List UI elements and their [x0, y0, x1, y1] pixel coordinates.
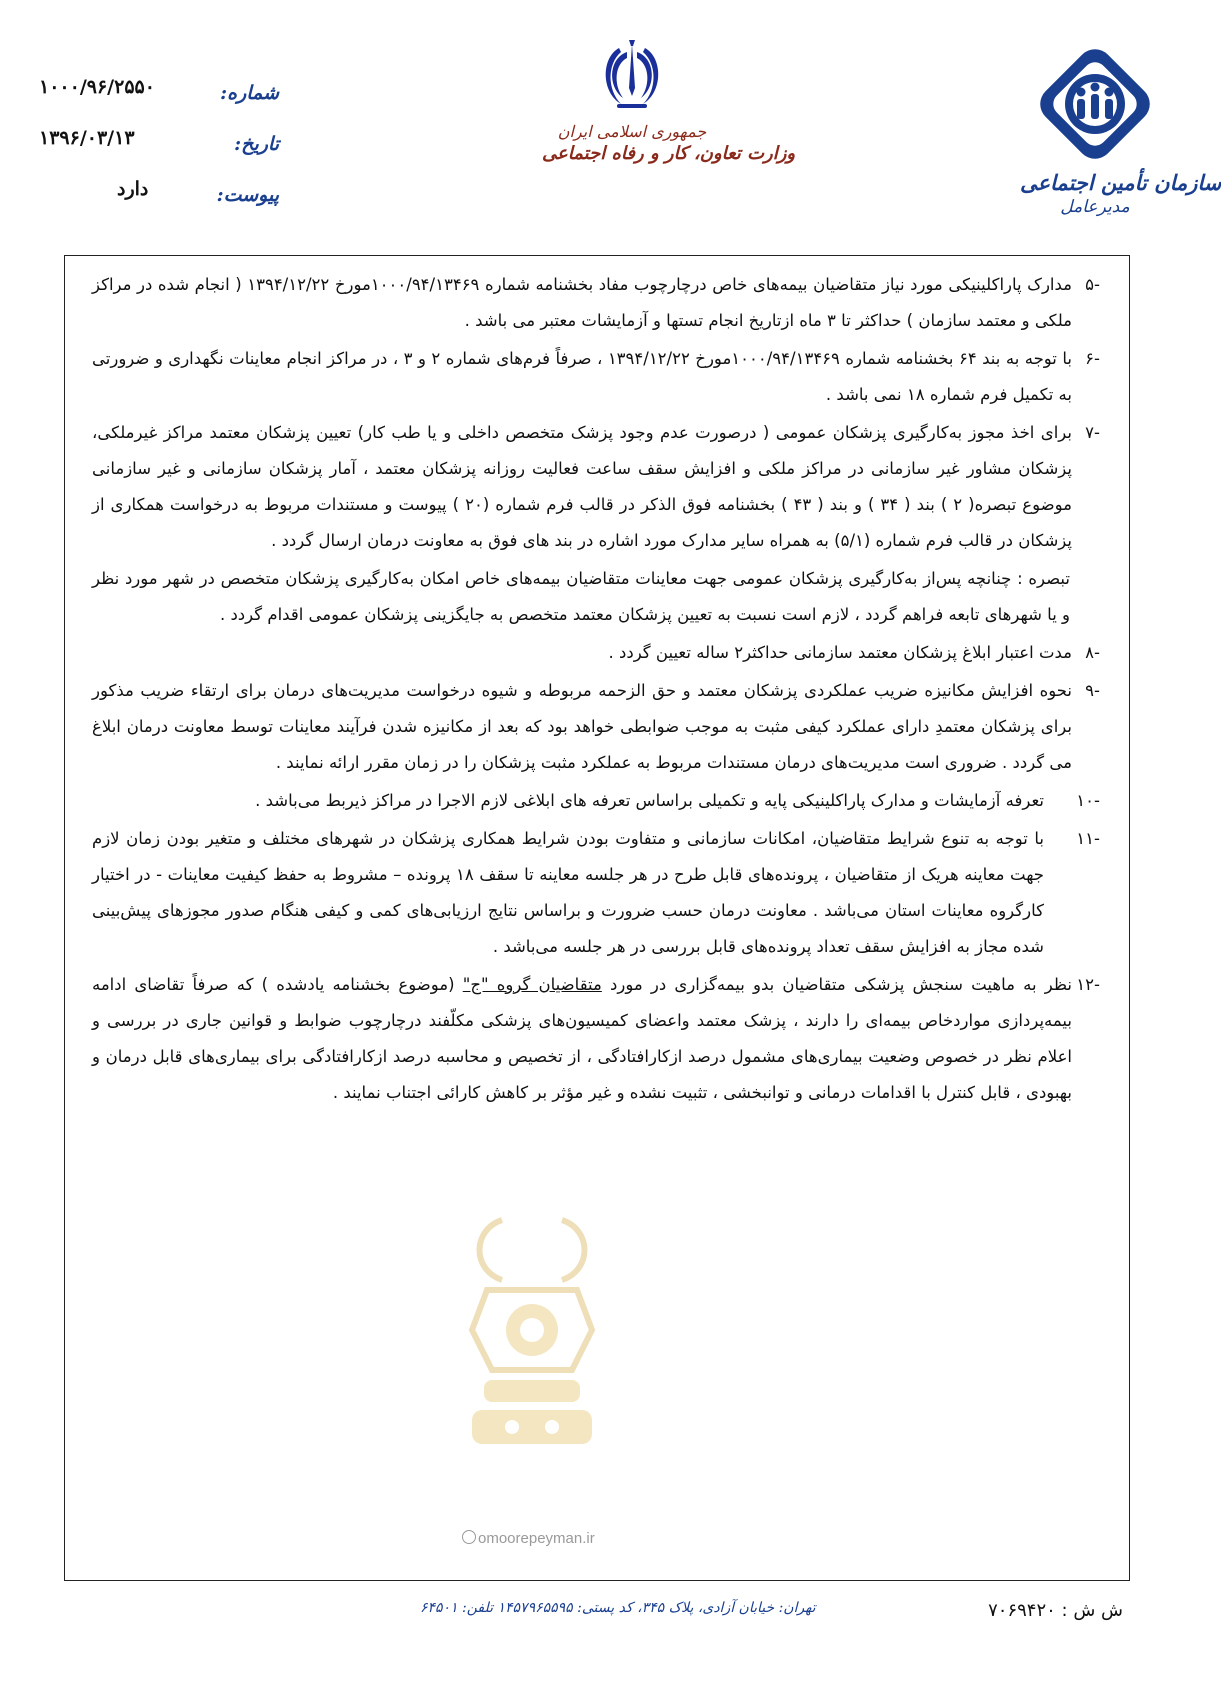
- letter-content: [92, 267, 1100, 1113]
- iran-emblem-icon: [597, 38, 667, 116]
- item-text: با توجه به بند ۶۴ بخشنامه شماره ۱۰۰۰/۹۴/۱۳۴۶۹مورخ ۱۳۹۴/۱۲/۲۲ ، صرفاً فرم‌های شماره ۲ و ۳ ، در مراکز انجام معاینات نگهداری و ضرورتی به تکمیل فرم شماره ۱۸ نمی باشد .: [92, 349, 1072, 404]
- ministry-emblem: [542, 38, 796, 164]
- item-number: -۶: [1085, 349, 1100, 368]
- watermark-text: omoorepeyman.ir: [462, 1530, 595, 1547]
- organization-logo: [1020, 40, 1221, 217]
- footer-id: ش ش : ۷۰۶۹۴۲۰: [988, 1600, 1123, 1621]
- organization-name: سازمان تأمین اجتماعی: [1020, 170, 1221, 195]
- signatory-role: مدیرعامل: [1060, 197, 1130, 217]
- letter-attachment-label: پیوست:: [216, 184, 279, 206]
- item-7-note: تبصره : چنانچه پس‌از به‌کارگیری پزشکان عمومی جهت معاینات متقاضیان بیمه‌های خاص امکان به‌کارگیری پزشکان متخصص در شهر مورد نظر و یا شهرهای تابعه فراهم گردد ، لازم است نسبت به تعیین پزشکان معتمد متخصص به جایگزینی پزشکان عمومی اقدام گردد .: [92, 569, 1070, 624]
- list-item: [92, 415, 1100, 559]
- list-item: [92, 821, 1100, 965]
- item-number: -۷: [1085, 423, 1100, 442]
- list-item: [92, 783, 1100, 819]
- letter-attachment-row: [39, 178, 279, 229]
- letter-number-row: [39, 76, 279, 127]
- item-text: مدارک پاراکلینیکی مورد نیاز متقاضیان بیمه‌های خاص درچارچوب مفاد بخشنامه شماره ۱۰۰۰/۹۴/۱۳۴۶۹مورخ ۱۳۹۴/۱۲/۲۲ ( انجام شده در مراکز ملکی و معتمد سازمان ) حداکثر تا ۳ ماه ازتاریخ انجام تستها و آزمایشات معتبر می باشد .: [92, 275, 1072, 330]
- item-text: تعرفه آزمایشات و مدارک پاراکلینیکی پایه و تکمیلی براساس تعرفه های ابلاغی لازم الاجرا در مراکز ذیربط می‌باشد .: [255, 791, 1044, 810]
- item-number: -۵: [1085, 275, 1100, 294]
- item-number: -۹: [1085, 681, 1100, 700]
- item-number: -۱۲: [1076, 975, 1100, 994]
- letter-number-label: شماره:: [220, 82, 279, 104]
- item-number: -۸: [1085, 643, 1100, 662]
- watermark-seal: [432, 1200, 632, 1470]
- social-security-logo-icon: [1031, 40, 1159, 168]
- footer-address: تهران: خیابان آزادی، پلاک ۳۴۵، کد پستی: ۱۴۵۷۹۶۵۵۹۵ تلفن: ۶۴۵۰۱: [420, 1600, 816, 1616]
- list-item: [92, 967, 1100, 1111]
- instagram-icon: [462, 1530, 476, 1544]
- list-item: [92, 635, 1100, 671]
- letter-date-row: [39, 127, 279, 178]
- item-text: با توجه به تنوع شرایط متقاضیان، امکانات سازمانی و متفاوت بودن شرایط همکاری پزشکان در شهرهای مختلف و متغیر بودن زمان لازم جهت معاینه هریک از متقاضیان ، پرونده‌های قابل طرح در هر جلسه معاینه تا سقف ۱۸ پرونده – مشروط به حفظ کیفیت معاینات - در اختیار کارگروه معاینات استان می‌باشد . معاونت درمان حسب ضرورت و براساس نتایج ارزیابی‌های کمی و کیفی هنگام صدور مجوزهای پیش‌بینی شده مجاز به افزایش سقف تعداد پرونده‌های قابل بررسی در هر جلسه می‌باشد .: [92, 829, 1044, 956]
- letter-meta: [39, 76, 279, 229]
- item-number: -۱۱: [1076, 829, 1100, 848]
- republic-name: جمهوری اسلامی ایران: [557, 122, 707, 141]
- letter-date-value: ۱۳۹۶/۰۳/۱۳: [39, 127, 135, 149]
- item-text: نحوه افزایش مکانیزه ضریب عملکردی پزشکان معتمد و حق الزحمه مربوطه و شیوه درخواست مدیریت‌های درمان برای ارتقاء ضریب مذکور برای پزشکان معتمدِ دارای عملکرد کیفی مثبت به موجب ضوابطی خواهد بود که بعد از مکانیزه شدن فرآیند معاینات توسط معاونت درمان ابلاغ می گردد . ضروری است مدیریت‌های درمان مستندات مربوط به عملکرد مثبت پزشکان را در زمان مقرر ارائه نمایند .: [92, 681, 1072, 772]
- item-text: مدت اعتبار ابلاغ پزشکان معتمد سازمانی حداکثر۲ ساله تعیین گردد .: [608, 643, 1072, 662]
- item-text: برای اخذ مجوز به‌کارگیری پزشکان عمومی ( درصورت عدم وجود پزشک متخصص داخلی و یا طب کار) تعیین پزشکان معتمد مراکز غیرملکی، پزشکان مشاور غیر سازمانی در مراکز ملکی و افزایش سقف ساعت فعالیت روزانه پزشکان معتمد ، آمار پزشکان سازمانی و غیر سازمانی موضوع تبصره( ۲ ) بند ( ۳۴ ) و بند ( ۴۳ ) بخشنامه فوق الذکر در قالب فرم شماره (۲۰ ) پیوست و مستندات مربوط به درخواست همکاری از پزشکان در قالب فرم شماره (۵/۱) به همراه سایر مدارک مورد اشاره در بند های فوق به معاونت درمان ارسال گردد .: [92, 423, 1072, 550]
- ministry-name: وزارت تعاون، کار و رفاه اجتماعی: [542, 143, 796, 164]
- group-c-applicants: متقاضیان گروه "ج": [462, 975, 602, 994]
- letter-date-label: تاریخ:: [234, 133, 279, 155]
- letter-attachment-value: دارد: [117, 178, 149, 200]
- letter-number-value: ۱۰۰۰/۹۶/۲۵۵۰: [39, 76, 155, 98]
- item-number: -۱۰: [1076, 791, 1100, 810]
- list-item: [92, 673, 1100, 781]
- list-item: [92, 267, 1100, 339]
- item-text: نظر به ماهیت سنجش پزشکی متقاضیان بدو بیمه‌گزاری در مورد متقاضیان گروه "ج" (موضوع بخشنامه یادشده ) که صرفاً تقاضای ادامه بیمه‌پردازی مواردخاص بیمه‌ای را دارند ، پزشک معتمد واعضای کمیسیون‌های پزشکی مکلّفند درچارچوب ضوابط و قوانین جاری در بررسی و اعلام نظر در خصوص وضعیت بیماری‌های مشمول درصد ازکارافتادگی ، از تخصیص و محاسبه درصد ازکارافتادگی برای بیماری‌های قابل درمان و بهبودی ، قابل کنترل با اقدامات درمانی و توانبخشی ، تثبیت نشده و غیر مؤثر بر کاهش کارائی اجتناب نمایند .: [92, 975, 1072, 1102]
- list-item: [92, 341, 1100, 413]
